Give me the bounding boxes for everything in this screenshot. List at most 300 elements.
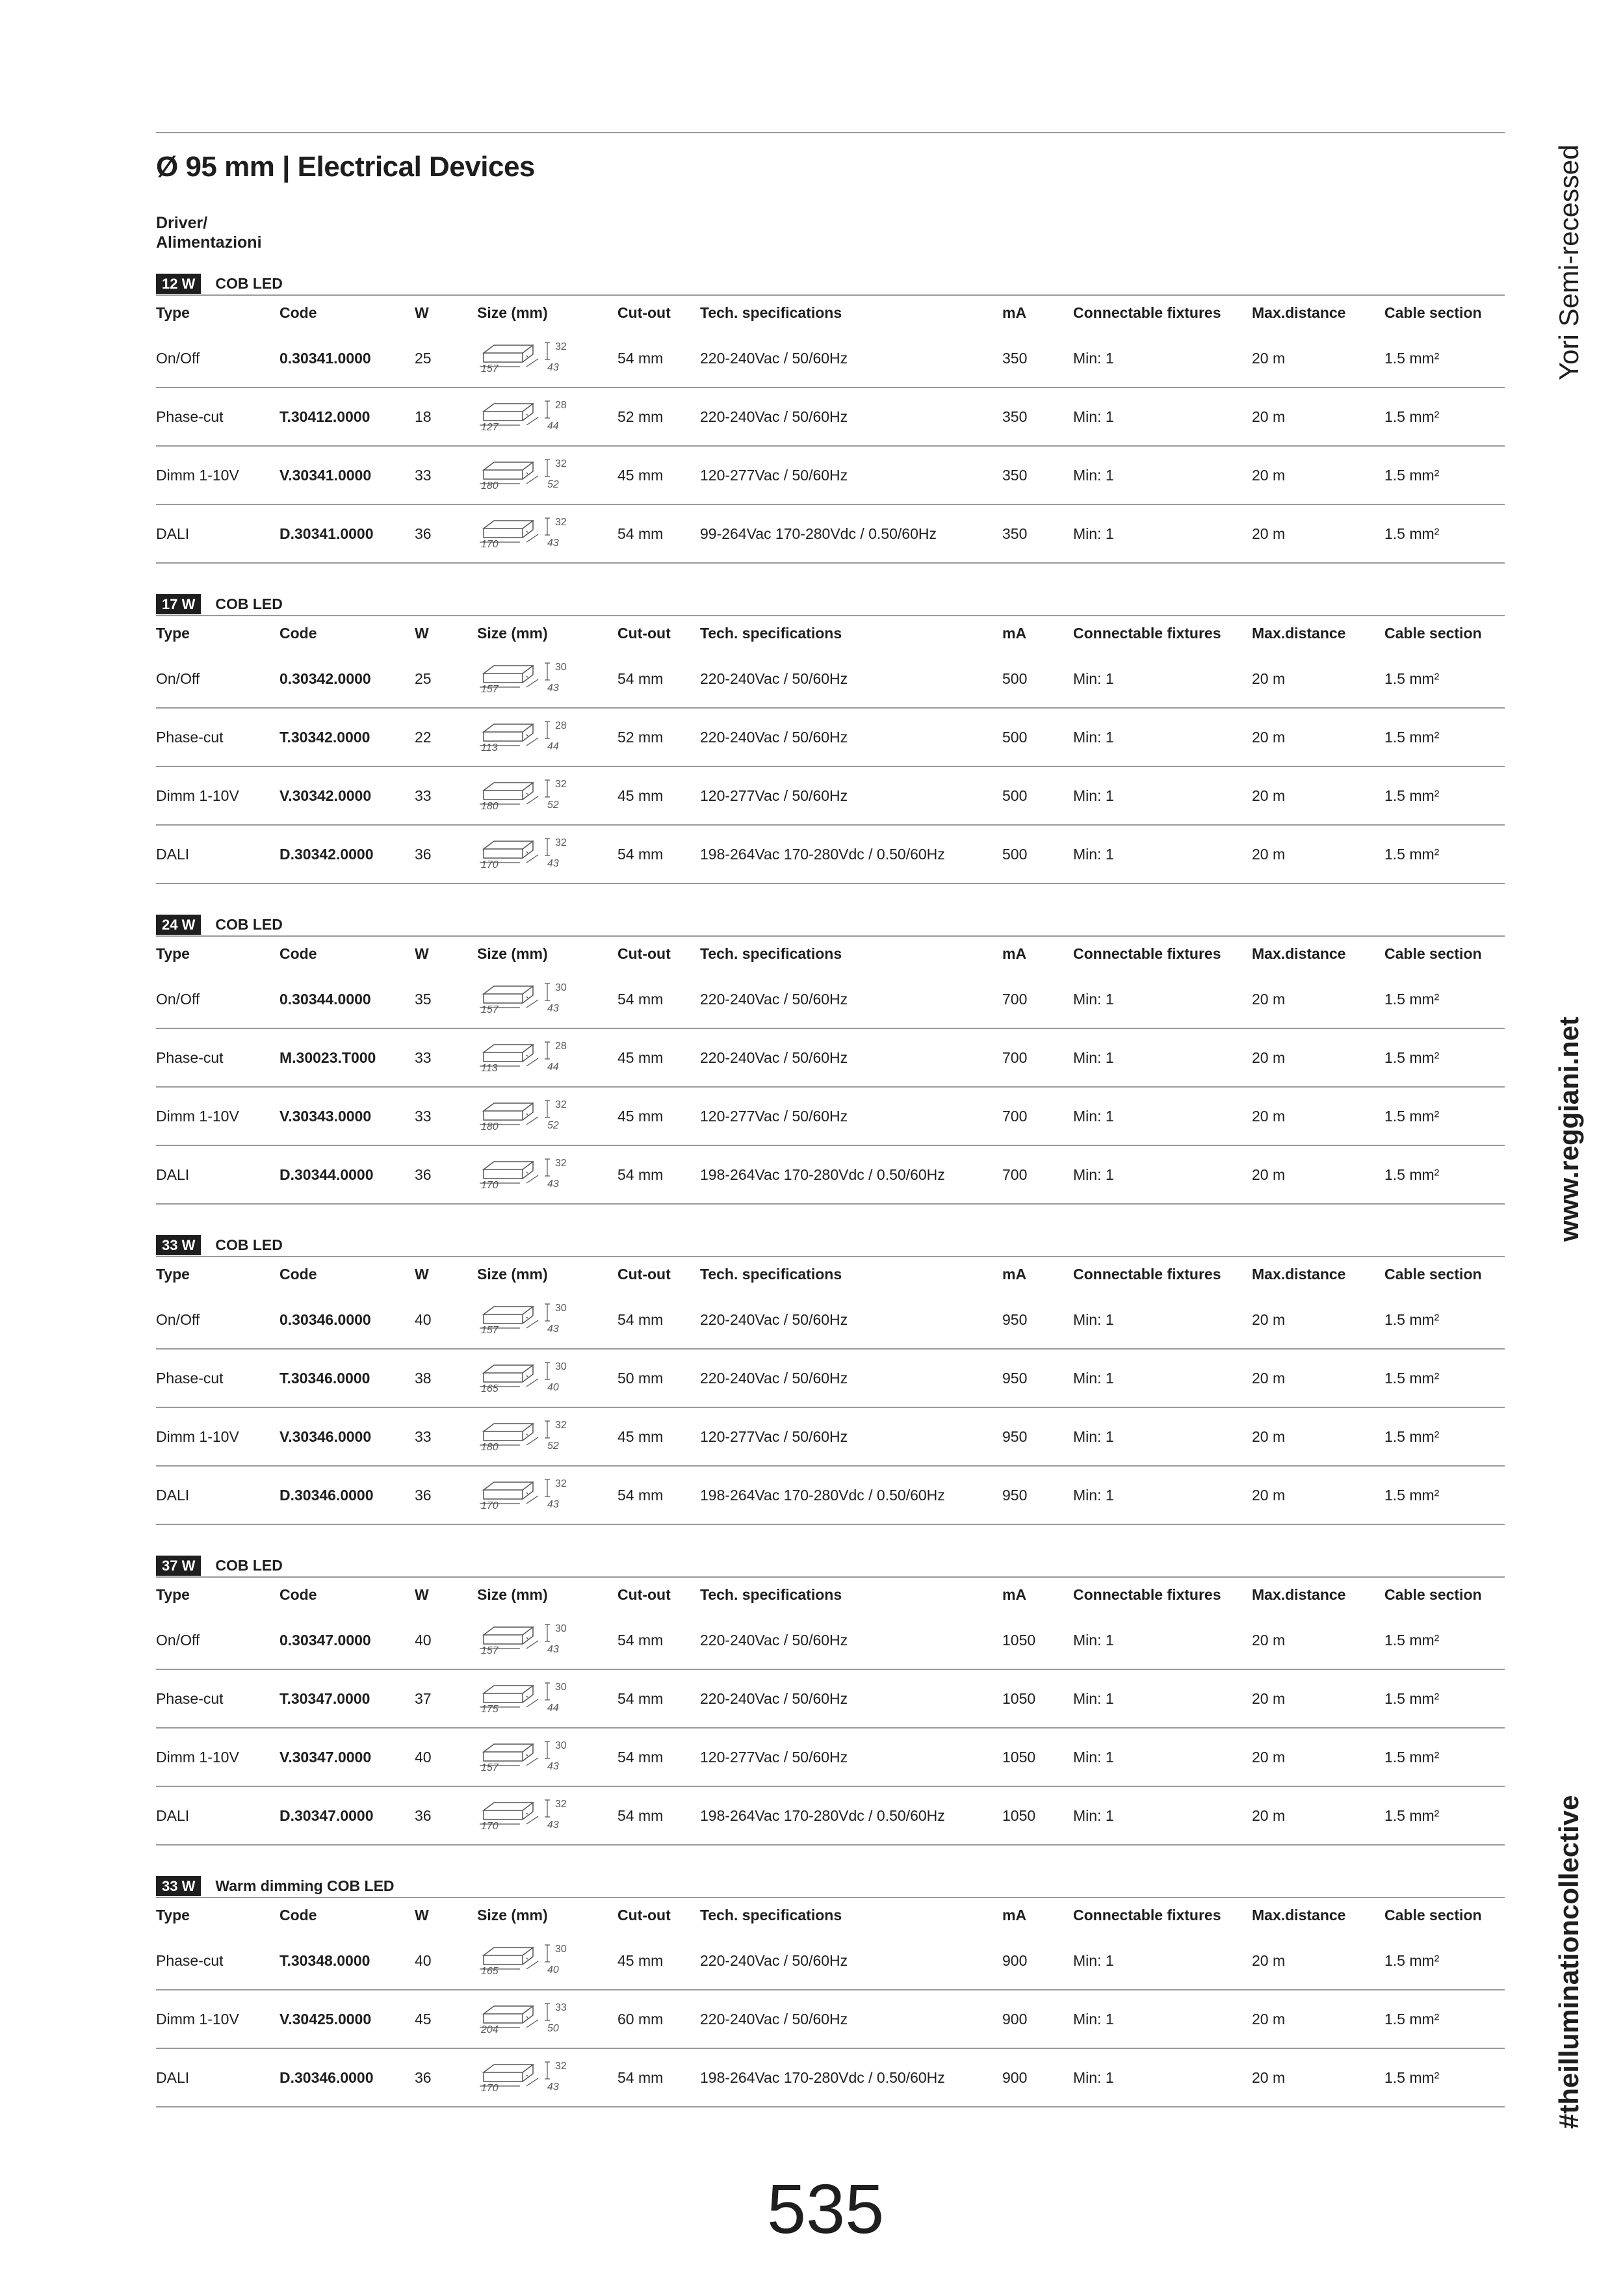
table-row <box>156 505 1505 564</box>
table-row <box>156 330 1505 388</box>
cell-tech-spec: 120-277Vac / 50/60Hz <box>700 1748 848 1766</box>
cell-tech-spec: 198-264Vac 170-280Vdc / 0.50/60Hz <box>700 1486 945 1504</box>
section-label: COB LED <box>215 1236 283 1253</box>
cell-ma: 950 <box>1002 1486 1028 1504</box>
cell-wattage: 36 <box>415 1486 432 1504</box>
dim-length: 180 <box>481 1442 499 1453</box>
cell-type: Phase-cut <box>156 1369 224 1387</box>
section-3 <box>156 1234 1505 1555</box>
cell-wattage: 18 <box>415 408 432 425</box>
table-row <box>156 1611 1505 1670</box>
table-row <box>156 1291 1505 1350</box>
cell-fixtures: Min: 1 <box>1073 408 1114 425</box>
cell-fixtures: Min: 1 <box>1073 1689 1114 1707</box>
section-label: COB LED <box>215 275 283 292</box>
cell-code: 0.30347.0000 <box>279 1631 371 1649</box>
cell-wattage: 40 <box>415 1951 432 1969</box>
cell-cable-section: 1.5 mm² <box>1384 1951 1440 1969</box>
page-title: Ø 95 mm | Electrical Devices <box>156 151 535 183</box>
column-header: Code <box>279 1265 317 1283</box>
cell-max-distance: 20 m <box>1252 1428 1286 1445</box>
cell-fixtures: Min: 1 <box>1073 1311 1114 1328</box>
column-header: Cable section <box>1384 1906 1482 1924</box>
cell-ma: 1050 <box>1002 1748 1036 1766</box>
wattage-badge: 33 W <box>156 1235 201 1255</box>
column-header: Max.distance <box>1252 1906 1346 1924</box>
cell-tech-spec: 120-277Vac / 50/60Hz <box>700 466 848 484</box>
cell-cutout: 54 mm <box>617 1631 664 1649</box>
cell-code: V.30342.0000 <box>279 787 372 804</box>
cell-ma: 350 <box>1002 408 1028 425</box>
cell-code: T.30348.0000 <box>279 1951 370 1969</box>
cell-cable-section: 1.5 mm² <box>1384 1631 1440 1649</box>
column-header: Cable section <box>1384 1265 1482 1283</box>
cell-fixtures: Min: 1 <box>1073 1486 1114 1504</box>
subtitle-line-1: Driver/ <box>156 214 208 232</box>
dim-width: 44 <box>547 1062 559 1073</box>
cell-tech-spec: 99-264Vac 170-280Vdc / 0.50/60Hz <box>700 525 937 542</box>
column-header: Code <box>279 1585 317 1603</box>
cell-size <box>477 2058 617 2097</box>
cell-cable-section: 1.5 mm² <box>1384 1311 1440 1328</box>
column-header: Tech. specifications <box>700 1906 842 1924</box>
dim-length: 170 <box>481 1500 499 1511</box>
column-header: Tech. specifications <box>700 945 842 962</box>
cell-cutout: 54 mm <box>617 1689 664 1707</box>
dim-height: 32 <box>555 1478 567 1489</box>
cell-wattage: 36 <box>415 1166 432 1183</box>
cell-wattage: 36 <box>415 525 432 542</box>
cell-cable-section: 1.5 mm² <box>1384 1486 1440 1504</box>
driver-tables <box>156 273 1505 2196</box>
cell-max-distance: 20 m <box>1252 1369 1286 1387</box>
section-1 <box>156 594 1505 914</box>
cell-tech-spec: 198-264Vac 170-280Vdc / 0.50/60Hz <box>700 2068 945 2086</box>
cell-type: Phase-cut <box>156 1049 224 1066</box>
dim-length: 170 <box>481 1180 499 1191</box>
dim-height: 30 <box>555 1740 567 1751</box>
dim-height: 28 <box>555 400 567 411</box>
column-header: Type <box>156 945 190 962</box>
section-2 <box>156 914 1505 1234</box>
cell-size <box>477 718 617 757</box>
table-row <box>156 709 1505 767</box>
cell-code: D.30346.0000 <box>279 2068 374 2086</box>
cell-max-distance: 20 m <box>1252 1631 1286 1649</box>
cell-cutout: 54 mm <box>617 1311 664 1328</box>
cell-tech-spec: 220-240Vac / 50/60Hz <box>700 408 848 425</box>
table-row <box>156 388 1505 447</box>
column-header: Tech. specifications <box>700 1585 842 1603</box>
column-header: Cable section <box>1384 624 1482 642</box>
dim-length: 165 <box>481 1383 499 1394</box>
cell-size <box>477 1417 617 1456</box>
cell-ma: 350 <box>1002 349 1028 367</box>
cell-wattage: 40 <box>415 1631 432 1649</box>
cell-size <box>477 1941 617 1980</box>
cell-fixtures: Min: 1 <box>1073 1369 1114 1387</box>
cell-cable-section: 1.5 mm² <box>1384 845 1440 863</box>
cell-code: V.30425.0000 <box>279 2010 372 2028</box>
cell-fixtures: Min: 1 <box>1073 845 1114 863</box>
dim-width: 43 <box>547 1820 559 1831</box>
cell-size <box>477 1476 617 1515</box>
table-row <box>156 1729 1505 1787</box>
cell-size <box>477 1796 617 1835</box>
dim-height: 32 <box>555 341 567 352</box>
dim-length: 157 <box>481 1762 499 1773</box>
column-header: Cut-out <box>617 945 671 962</box>
cell-fixtures: Min: 1 <box>1073 349 1114 367</box>
cell-code: V.30341.0000 <box>279 466 372 484</box>
cell-code: D.30341.0000 <box>279 525 374 542</box>
column-header: W <box>415 1906 429 1924</box>
dim-height: 33 <box>555 2002 567 2013</box>
cell-ma: 1050 <box>1002 1631 1036 1649</box>
column-header: Max.distance <box>1252 1265 1346 1283</box>
column-header: Tech. specifications <box>700 1265 842 1283</box>
cell-type: Dimm 1-10V <box>156 1748 239 1766</box>
column-header: Cable section <box>1384 304 1482 321</box>
dim-length: 175 <box>481 1704 499 1715</box>
cell-fixtures: Min: 1 <box>1073 1631 1114 1649</box>
section-header <box>156 594 1505 615</box>
dim-length: 204 <box>481 2024 499 2035</box>
side-hashtag: #theilluminationcollective <box>1553 1795 1584 2129</box>
cell-max-distance: 20 m <box>1252 349 1286 367</box>
cell-type: DALI <box>156 2068 190 2086</box>
cell-max-distance: 20 m <box>1252 990 1286 1008</box>
cell-type: Phase-cut <box>156 728 224 746</box>
cell-type: DALI <box>156 525 190 542</box>
cell-cutout: 54 mm <box>617 1807 664 1824</box>
cell-cable-section: 1.5 mm² <box>1384 670 1440 687</box>
cell-size <box>477 980 617 1019</box>
cell-ma: 700 <box>1002 990 1028 1008</box>
table-row <box>156 650 1505 709</box>
column-header: Cut-out <box>617 1265 671 1283</box>
cell-cutout: 45 mm <box>617 466 664 484</box>
cell-cutout: 45 mm <box>617 1428 664 1445</box>
dim-length: 180 <box>481 480 499 491</box>
cell-size <box>477 514 617 553</box>
cell-max-distance: 20 m <box>1252 1166 1286 1183</box>
table-row <box>156 971 1505 1029</box>
column-header: Code <box>279 945 317 962</box>
cell-cutout: 52 mm <box>617 408 664 425</box>
cell-type: Dimm 1-10V <box>156 1428 239 1445</box>
dim-length: 113 <box>481 1063 498 1074</box>
cell-wattage: 33 <box>415 1428 432 1445</box>
cell-code: V.30347.0000 <box>279 1748 372 1766</box>
column-header: mA <box>1002 1906 1027 1924</box>
cell-max-distance: 20 m <box>1252 728 1286 746</box>
cell-cable-section: 1.5 mm² <box>1384 728 1440 746</box>
cell-cable-section: 1.5 mm² <box>1384 1107 1440 1125</box>
cell-ma: 950 <box>1002 1369 1028 1387</box>
side-product-name: Yori Semi-recessed <box>1553 144 1584 380</box>
cell-wattage: 40 <box>415 1748 432 1766</box>
cell-tech-spec: 220-240Vac / 50/60Hz <box>700 1689 848 1707</box>
cell-code: 0.30341.0000 <box>279 349 371 367</box>
cell-fixtures: Min: 1 <box>1073 1049 1114 1066</box>
cell-max-distance: 20 m <box>1252 1049 1286 1066</box>
cell-type: DALI <box>156 1166 190 1183</box>
column-header: mA <box>1002 1265 1027 1283</box>
cell-type: DALI <box>156 1807 190 1824</box>
cell-fixtures: Min: 1 <box>1073 466 1114 484</box>
cell-size <box>477 1359 617 1398</box>
cell-wattage: 36 <box>415 2068 432 2086</box>
column-header-row <box>156 1576 1505 1611</box>
cell-size <box>477 397 617 436</box>
section-label: COB LED <box>215 916 283 933</box>
cell-tech-spec: 220-240Vac / 50/60Hz <box>700 990 848 1008</box>
cell-cutout: 54 mm <box>617 670 664 687</box>
cell-code: 0.30346.0000 <box>279 1311 371 1328</box>
section-header <box>156 1875 1505 1897</box>
column-header: Cut-out <box>617 1906 671 1924</box>
cell-ma: 700 <box>1002 1049 1028 1066</box>
wattage-badge: 12 W <box>156 274 201 294</box>
dim-length: 170 <box>481 859 499 870</box>
table-row <box>156 767 1505 826</box>
dim-width: 52 <box>547 1120 559 1131</box>
dim-width: 52 <box>547 800 559 811</box>
column-header: mA <box>1002 945 1027 962</box>
page-number: 535 <box>767 2169 885 2248</box>
table-row <box>156 1029 1505 1088</box>
cell-fixtures: Min: 1 <box>1073 670 1114 687</box>
wattage-badge: 24 W <box>156 915 201 935</box>
column-header: Type <box>156 1906 190 1924</box>
cell-cutout: 45 mm <box>617 1951 664 1969</box>
cell-type: Phase-cut <box>156 1689 224 1707</box>
cell-cutout: 54 mm <box>617 1486 664 1504</box>
cell-tech-spec: 220-240Vac / 50/60Hz <box>700 728 848 746</box>
column-header: Size (mm) <box>477 304 548 321</box>
dim-width: 43 <box>547 1499 559 1510</box>
column-header-row <box>156 1897 1505 1932</box>
section-label: Warm dimming COB LED <box>215 1877 395 1894</box>
dim-width: 52 <box>547 479 559 490</box>
cell-ma: 500 <box>1002 670 1028 687</box>
column-header: W <box>415 1265 429 1283</box>
dim-width: 44 <box>547 1702 559 1714</box>
dim-length: 180 <box>481 1121 499 1132</box>
cell-code: 0.30342.0000 <box>279 670 371 687</box>
cell-wattage: 36 <box>415 845 432 863</box>
dim-height: 32 <box>555 1099 567 1110</box>
cell-cutout: 54 mm <box>617 990 664 1008</box>
dim-length: 180 <box>481 801 499 812</box>
cell-code: D.30347.0000 <box>279 1807 374 1824</box>
dim-width: 40 <box>547 1964 559 1976</box>
top-rule <box>156 132 1505 133</box>
cell-wattage: 33 <box>415 787 432 804</box>
cell-type: On/Off <box>156 670 200 687</box>
wattage-badge: 37 W <box>156 1556 201 1576</box>
column-header: Connectable fixtures <box>1073 304 1221 321</box>
cell-cable-section: 1.5 mm² <box>1384 2068 1440 2086</box>
cell-tech-spec: 220-240Vac / 50/60Hz <box>700 1311 848 1328</box>
cell-cable-section: 1.5 mm² <box>1384 1748 1440 1766</box>
cell-fixtures: Min: 1 <box>1073 2068 1114 2086</box>
dim-height: 30 <box>555 982 567 993</box>
column-header: Size (mm) <box>477 1585 548 1603</box>
column-header: Size (mm) <box>477 1906 548 1924</box>
cell-cable-section: 1.5 mm² <box>1384 1428 1440 1445</box>
dim-length: 170 <box>481 1821 499 1832</box>
dim-length: 157 <box>481 1645 499 1656</box>
table-row <box>156 826 1505 884</box>
cell-ma: 900 <box>1002 1951 1028 1969</box>
cell-fixtures: Min: 1 <box>1073 1807 1114 1824</box>
side-website: www.reggiani.net <box>1553 1016 1584 1242</box>
cell-tech-spec: 220-240Vac / 50/60Hz <box>700 670 848 687</box>
cell-cable-section: 1.5 mm² <box>1384 2010 1440 2028</box>
cell-wattage: 45 <box>415 2010 432 2028</box>
cell-tech-spec: 120-277Vac / 50/60Hz <box>700 787 848 804</box>
dim-height: 30 <box>555 1682 567 1693</box>
subtitle-line-2: Alimentazioni <box>156 233 262 252</box>
cell-fixtures: Min: 1 <box>1073 990 1114 1008</box>
cell-fixtures: Min: 1 <box>1073 1951 1114 1969</box>
cell-tech-spec: 220-240Vac / 50/60Hz <box>700 349 848 367</box>
cell-code: D.30342.0000 <box>279 845 374 863</box>
cell-fixtures: Min: 1 <box>1073 1166 1114 1183</box>
table-row <box>156 1467 1505 1525</box>
column-header-row <box>156 935 1505 971</box>
cell-ma: 500 <box>1002 845 1028 863</box>
table-row <box>156 447 1505 505</box>
cell-cutout: 54 mm <box>617 1748 664 1766</box>
column-header: Size (mm) <box>477 945 548 962</box>
column-header: Code <box>279 304 317 321</box>
dim-width: 43 <box>547 858 559 869</box>
cell-ma: 900 <box>1002 2068 1028 2086</box>
cell-cable-section: 1.5 mm² <box>1384 525 1440 542</box>
cell-size <box>477 659 617 698</box>
dim-length: 170 <box>481 2083 499 2094</box>
cell-max-distance: 20 m <box>1252 466 1286 484</box>
dim-width: 44 <box>547 741 559 752</box>
cell-cutout: 45 mm <box>617 1049 664 1066</box>
column-header: Max.distance <box>1252 1585 1346 1603</box>
cell-cable-section: 1.5 mm² <box>1384 349 1440 367</box>
dim-height: 28 <box>555 720 567 731</box>
cell-wattage: 36 <box>415 1807 432 1824</box>
table-row <box>156 1787 1505 1846</box>
dim-length: 113 <box>481 742 498 753</box>
dim-height: 32 <box>555 458 567 469</box>
cell-tech-spec: 220-240Vac / 50/60Hz <box>700 1631 848 1649</box>
column-header: Code <box>279 1906 317 1924</box>
table-row <box>156 1146 1505 1205</box>
section-label: COB LED <box>215 595 283 612</box>
cell-tech-spec: 220-240Vac / 50/60Hz <box>700 1049 848 1066</box>
dim-height: 30 <box>555 1623 567 1634</box>
cell-type: Phase-cut <box>156 408 224 425</box>
cell-cable-section: 1.5 mm² <box>1384 1689 1440 1707</box>
column-header: W <box>415 624 429 642</box>
cell-cutout: 54 mm <box>617 845 664 863</box>
cell-max-distance: 20 m <box>1252 1107 1286 1125</box>
column-header: Connectable fixtures <box>1073 624 1221 642</box>
dim-height: 30 <box>555 1944 567 1955</box>
column-header: W <box>415 945 429 962</box>
cell-max-distance: 20 m <box>1252 525 1286 542</box>
cell-wattage: 25 <box>415 670 432 687</box>
cell-ma: 900 <box>1002 2010 1028 2028</box>
page-subtitle <box>156 213 262 252</box>
column-header: Cable section <box>1384 1585 1482 1603</box>
cell-wattage: 25 <box>415 349 432 367</box>
dim-height: 32 <box>555 837 567 848</box>
cell-fixtures: Min: 1 <box>1073 728 1114 746</box>
dim-width: 43 <box>547 1761 559 1772</box>
cell-max-distance: 20 m <box>1252 845 1286 863</box>
dim-width: 43 <box>547 683 559 694</box>
dim-length: 127 <box>481 422 499 433</box>
cell-code: 0.30344.0000 <box>279 990 371 1008</box>
column-header: W <box>415 304 429 321</box>
cell-type: Dimm 1-10V <box>156 787 239 804</box>
cell-code: M.30023.T000 <box>279 1049 376 1066</box>
cell-fixtures: Min: 1 <box>1073 1107 1114 1125</box>
cell-size <box>477 456 617 495</box>
column-header: Connectable fixtures <box>1073 1265 1221 1283</box>
dim-height: 32 <box>555 779 567 790</box>
cell-type: On/Off <box>156 990 200 1008</box>
cell-cutout: 54 mm <box>617 349 664 367</box>
cell-tech-spec: 198-264Vac 170-280Vdc / 0.50/60Hz <box>700 845 945 863</box>
column-header-row <box>156 294 1505 330</box>
cell-size <box>477 1679 617 1718</box>
table-row <box>156 1990 1505 2049</box>
dim-length: 157 <box>481 1004 499 1015</box>
cell-tech-spec: 220-240Vac / 50/60Hz <box>700 2010 848 2028</box>
dim-width: 50 <box>547 2023 559 2034</box>
column-header: Connectable fixtures <box>1073 1585 1221 1603</box>
dim-width: 52 <box>547 1441 559 1452</box>
column-header: Connectable fixtures <box>1073 1906 1221 1924</box>
column-header: mA <box>1002 624 1027 642</box>
cell-tech-spec: 198-264Vac 170-280Vdc / 0.50/60Hz <box>700 1166 945 1183</box>
cell-wattage: 33 <box>415 466 432 484</box>
cell-ma: 350 <box>1002 466 1028 484</box>
cell-code: D.30346.0000 <box>279 1486 374 1504</box>
cell-cable-section: 1.5 mm² <box>1384 408 1440 425</box>
column-header: Max.distance <box>1252 945 1346 962</box>
cell-wattage: 33 <box>415 1107 432 1125</box>
table-row <box>156 1350 1505 1408</box>
dim-height: 32 <box>555 1799 567 1810</box>
section-label: COB LED <box>215 1557 283 1574</box>
cell-ma: 500 <box>1002 787 1028 804</box>
dim-height: 30 <box>555 662 567 673</box>
cell-max-distance: 20 m <box>1252 1951 1286 1969</box>
column-header-row <box>156 1256 1505 1291</box>
cell-size <box>477 1038 617 1077</box>
section-0 <box>156 273 1505 594</box>
column-header: Cut-out <box>617 624 671 642</box>
cell-cutout: 45 mm <box>617 787 664 804</box>
cell-size <box>477 776 617 815</box>
cell-cutout: 45 mm <box>617 1107 664 1125</box>
cell-wattage: 37 <box>415 1689 432 1707</box>
cell-ma: 1050 <box>1002 1689 1036 1707</box>
